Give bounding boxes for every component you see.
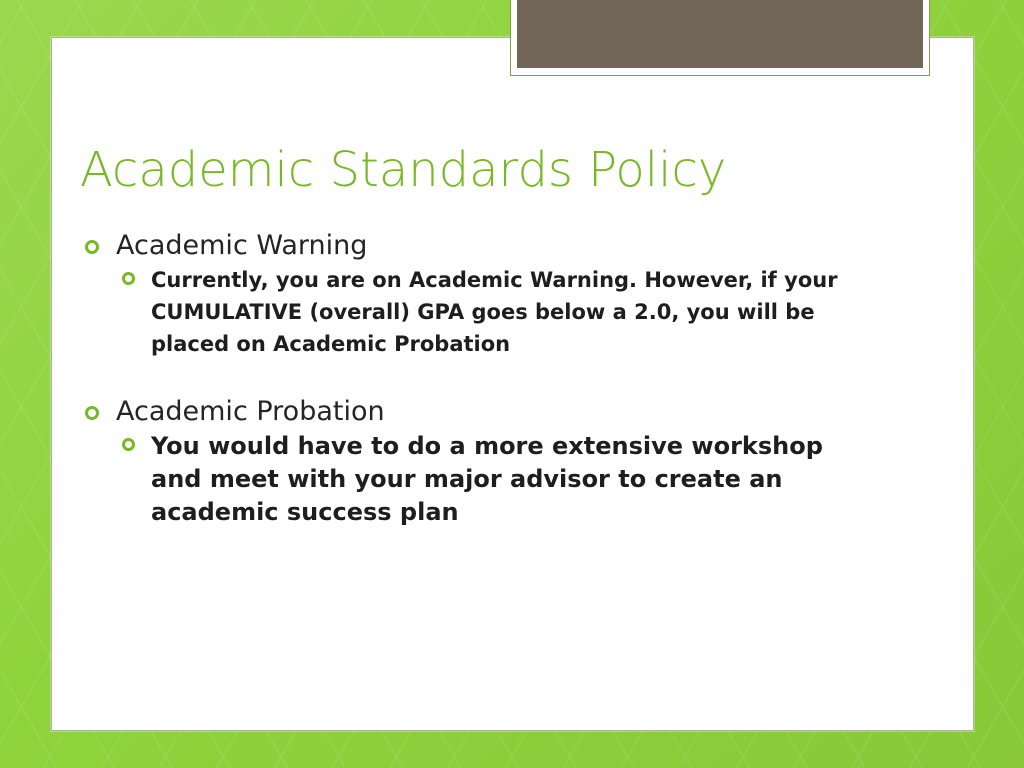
slide-content xyxy=(85,228,875,529)
decorative-tab-fill xyxy=(517,0,923,68)
section-heading-warning xyxy=(85,228,875,264)
list-item xyxy=(122,430,875,529)
ring-bullet-icon xyxy=(85,240,107,254)
section-heading-text: Academic Probation xyxy=(116,396,385,427)
ring-bullet-icon xyxy=(122,272,141,285)
section-heading-text: Academic Warning xyxy=(116,230,368,261)
ring-bullet-icon xyxy=(85,406,107,420)
slide-title: Academic Standards Policy xyxy=(80,142,727,198)
list-item-text: You would have to do a more extensive workshop and meet with your major advisor to create an academic success plan xyxy=(151,432,823,526)
ring-bullet-icon xyxy=(122,438,141,451)
section-heading-probation xyxy=(85,394,875,430)
list-item-text: Currently, you are on Academic Warning. However, if your CUMULATIVE (overall) GPA goes below a 2.0, you will be placed on Academic Probation xyxy=(151,268,838,356)
list-item xyxy=(122,264,875,360)
decorative-tab xyxy=(510,0,930,76)
